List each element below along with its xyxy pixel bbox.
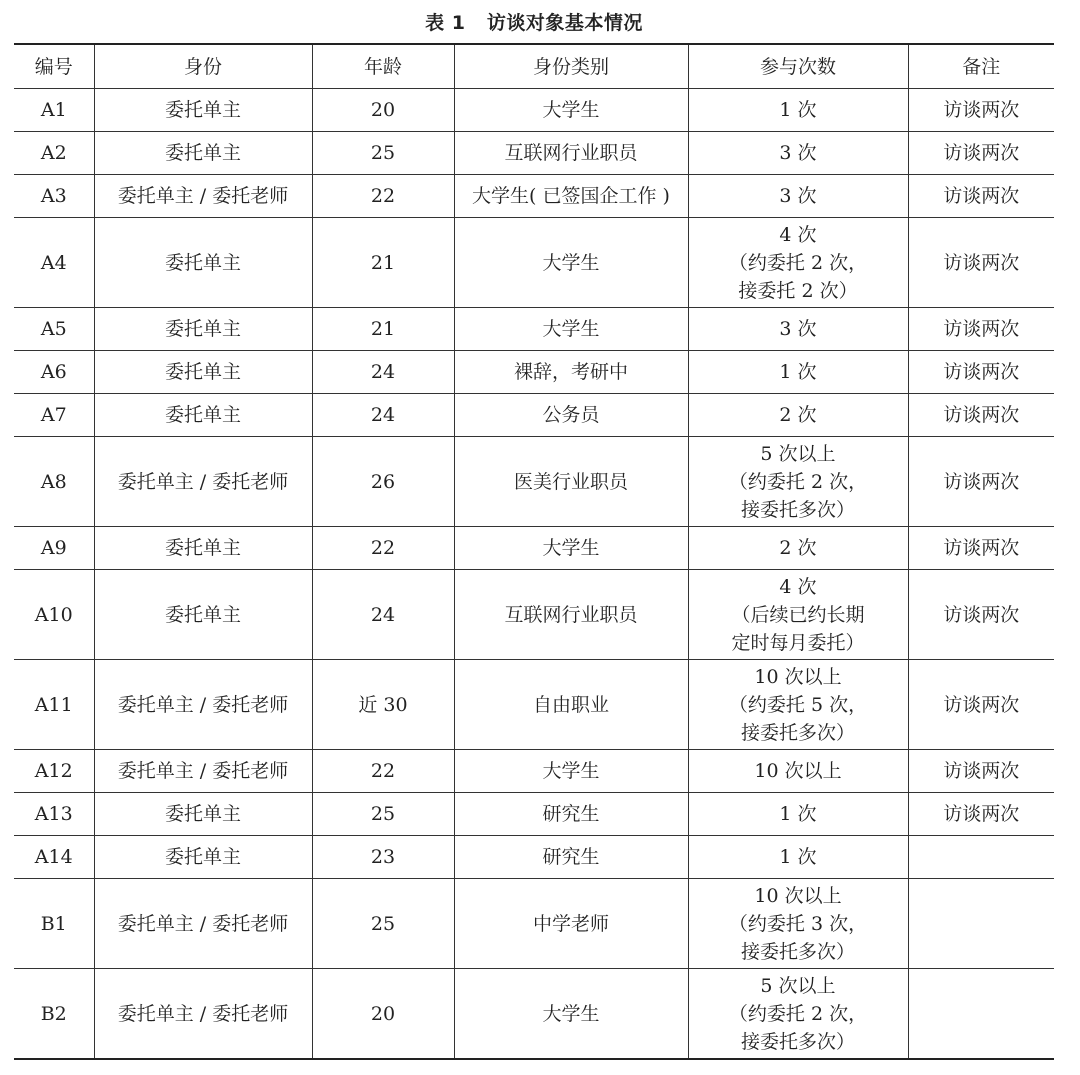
cell-category: 医美行业职员 [454,437,688,527]
cell-category: 研究生 [454,793,688,836]
cell-note: 访谈两次 [908,89,1054,132]
cell-count [688,660,908,750]
cell-id: A12 [14,750,94,793]
cell-identity: 委托单主 / 委托老师 [94,175,312,218]
cell-note: 访谈两次 [908,308,1054,351]
count-line: 1 次 [779,803,817,825]
count-line: 3 次 [779,318,817,340]
table-row [14,89,1054,132]
cell-count [688,793,908,836]
table-row [14,218,1054,308]
table-row [14,175,1054,218]
count-line: （后续已约长期 [731,603,865,626]
header-count: 参与次数 [688,44,908,89]
cell-category: 大学生 [454,527,688,570]
cell-age: 26 [312,437,454,527]
cell-note: 访谈两次 [908,394,1054,437]
cell-note: 访谈两次 [908,570,1054,660]
table-row [14,793,1054,836]
count-line: （约委托 2 次， [728,470,868,493]
cell-id: A5 [14,308,94,351]
header-note: 备注 [908,44,1054,89]
cell-age: 20 [312,969,454,1060]
cell-count [688,132,908,175]
cell-count [688,437,908,527]
cell-note [908,879,1054,969]
cell-identity: 委托单主 [94,394,312,437]
table-row [14,527,1054,570]
count-line: （约委托 5 次， [728,693,868,716]
cell-id: A9 [14,527,94,570]
header-category: 身份类别 [454,44,688,89]
cell-category: 大学生 [454,218,688,308]
table-body [14,89,1054,1060]
cell-count [688,570,908,660]
count-line: 5 次以上 [760,442,836,465]
cell-note: 访谈两次 [908,527,1054,570]
cell-category: 裸辞，考研中 [454,351,688,394]
cell-count [688,879,908,969]
count-line: 接委托多次） [740,940,855,963]
cell-age: 21 [312,308,454,351]
table-row [14,750,1054,793]
count-line: 接委托多次） [740,498,855,521]
cell-category: 互联网行业职员 [454,570,688,660]
cell-id: A6 [14,351,94,394]
cell-identity: 委托单主 / 委托老师 [94,969,312,1060]
cell-identity: 委托单主 [94,132,312,175]
cell-id: A1 [14,89,94,132]
count-line: 2 次 [779,537,817,559]
cell-category: 大学生 [454,89,688,132]
interviewee-table [14,43,1054,1060]
count-line: 1 次 [779,361,817,383]
cell-age: 25 [312,879,454,969]
cell-id: A2 [14,132,94,175]
count-line: 3 次 [779,185,817,207]
count-line: 10 次以上 [754,884,842,907]
cell-age: 22 [312,527,454,570]
cell-category: 大学生( 已签国企工作 ) [454,175,688,218]
cell-note: 访谈两次 [908,351,1054,394]
cell-identity: 委托单主 [94,527,312,570]
cell-id: A10 [14,570,94,660]
cell-id: A4 [14,218,94,308]
cell-category: 公务员 [454,394,688,437]
cell-age: 25 [312,132,454,175]
cell-identity: 委托单主 [94,836,312,879]
cell-age: 24 [312,570,454,660]
table-row [14,969,1054,1060]
cell-id: B1 [14,879,94,969]
table-row [14,660,1054,750]
count-line: 接委托多次） [740,721,855,744]
cell-count [688,308,908,351]
count-line: 定时每月委托） [731,631,865,654]
cell-count [688,527,908,570]
cell-identity: 委托单主 / 委托老师 [94,660,312,750]
cell-age: 22 [312,750,454,793]
cell-age: 22 [312,175,454,218]
cell-identity: 委托单主 / 委托老师 [94,879,312,969]
cell-note: 访谈两次 [908,793,1054,836]
cell-id: B2 [14,969,94,1060]
count-line: 10 次以上 [754,665,842,688]
count-line: 1 次 [779,846,817,868]
count-line: 10 次以上 [754,760,842,782]
table-caption: 表 1 访谈对象基本情况 [425,12,643,34]
header-id: 编号 [14,44,94,89]
cell-category: 自由职业 [454,660,688,750]
cell-identity: 委托单主 / 委托老师 [94,437,312,527]
table-header [14,44,1054,89]
cell-count [688,351,908,394]
count-line: （约委托 2 次， [728,251,868,274]
cell-age: 近 30 [312,660,454,750]
header-row [14,44,1054,89]
cell-category: 互联网行业职员 [454,132,688,175]
table-row [14,437,1054,527]
count-line: （约委托 3 次， [728,912,868,935]
cell-identity: 委托单主 [94,351,312,394]
cell-note: 访谈两次 [908,437,1054,527]
table-row [14,394,1054,437]
cell-age: 20 [312,89,454,132]
cell-note: 访谈两次 [908,175,1054,218]
cell-category: 大学生 [454,969,688,1060]
count-line: 接委托多次） [740,1030,855,1053]
cell-count [688,218,908,308]
cell-note [908,969,1054,1060]
cell-note [908,836,1054,879]
count-line: 3 次 [779,142,817,164]
cell-identity: 委托单主 [94,89,312,132]
cell-id: A7 [14,394,94,437]
cell-note: 访谈两次 [908,132,1054,175]
count-line: 5 次以上 [760,974,836,997]
table-row [14,132,1054,175]
count-line: 接委托 2 次） [738,279,858,302]
cell-id: A13 [14,793,94,836]
cell-note: 访谈两次 [908,660,1054,750]
header-age: 年龄 [312,44,454,89]
cell-count [688,394,908,437]
cell-category: 研究生 [454,836,688,879]
count-line: （约委托 2 次， [728,1002,868,1025]
cell-note: 访谈两次 [908,750,1054,793]
cell-count [688,836,908,879]
table-row [14,836,1054,879]
cell-identity: 委托单主 [94,793,312,836]
cell-identity: 委托单主 [94,308,312,351]
cell-identity: 委托单主 / 委托老师 [94,750,312,793]
header-identity: 身份 [94,44,312,89]
table-row [14,570,1054,660]
cell-id: A11 [14,660,94,750]
cell-count [688,89,908,132]
cell-id: A8 [14,437,94,527]
cell-category: 大学生 [454,750,688,793]
count-line: 2 次 [779,404,817,426]
cell-category: 中学老师 [454,879,688,969]
table-row [14,308,1054,351]
cell-id: A3 [14,175,94,218]
cell-identity: 委托单主 [94,218,312,308]
count-line: 4 次 [779,223,817,246]
cell-age: 21 [312,218,454,308]
cell-age: 23 [312,836,454,879]
cell-identity: 委托单主 [94,570,312,660]
cell-count [688,175,908,218]
table-row [14,351,1054,394]
table-row [14,879,1054,969]
cell-category: 大学生 [454,308,688,351]
cell-count [688,969,908,1060]
cell-age: 24 [312,351,454,394]
cell-age: 24 [312,394,454,437]
cell-note: 访谈两次 [908,218,1054,308]
cell-count [688,750,908,793]
cell-id: A14 [14,836,94,879]
cell-age: 25 [312,793,454,836]
count-line: 1 次 [779,99,817,121]
count-line: 4 次 [779,575,817,598]
